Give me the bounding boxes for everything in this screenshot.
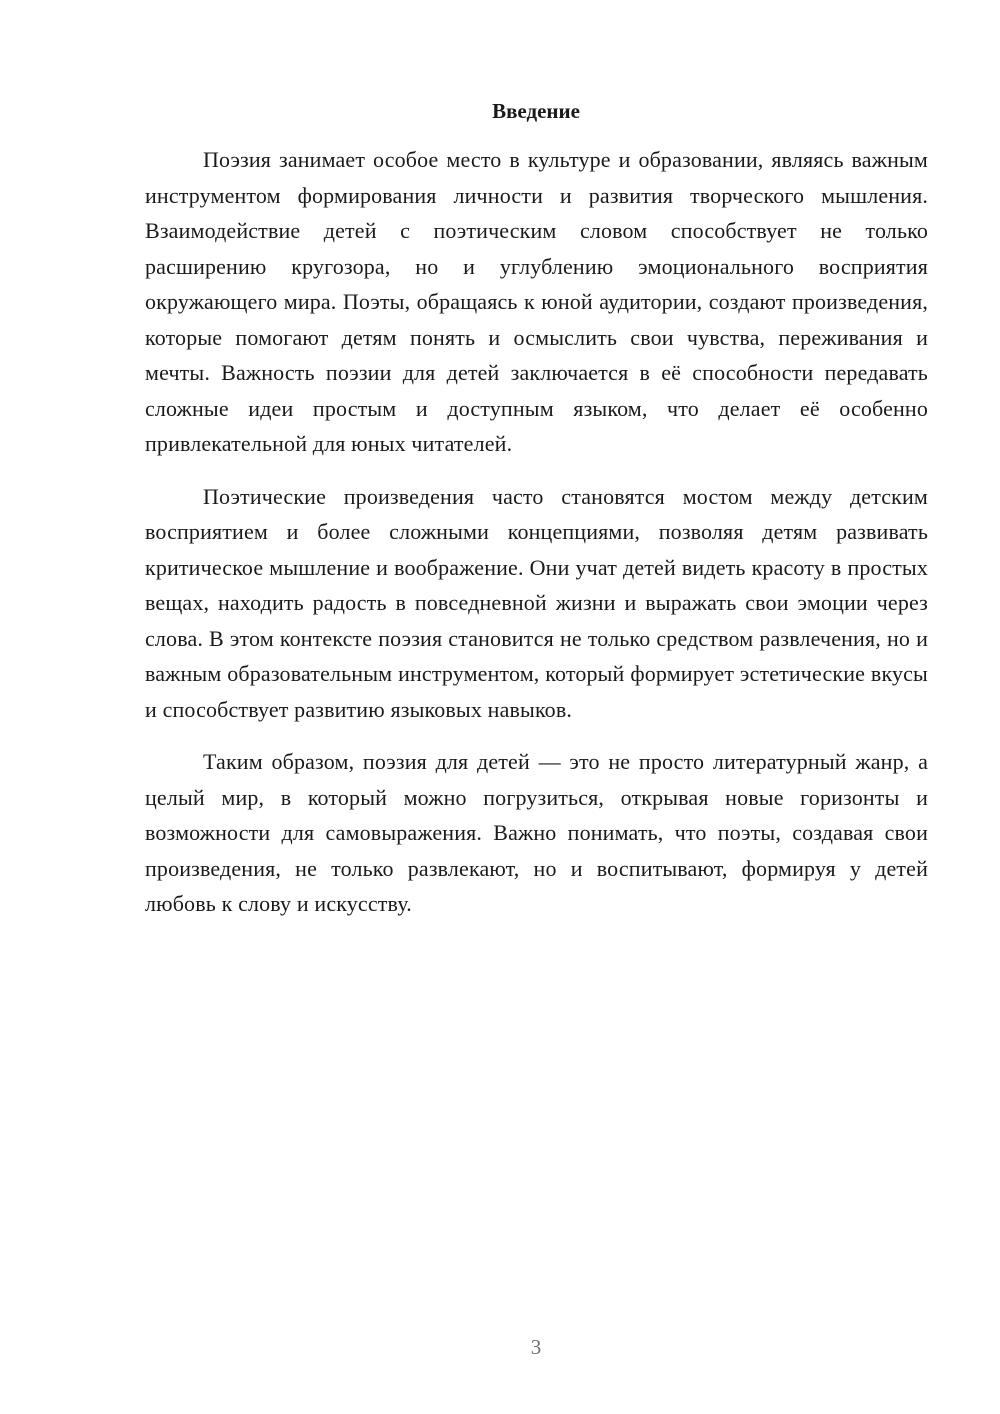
page-number: 3 <box>530 1335 542 1359</box>
paragraph-1: Поэзия занимает особое место в культуре и образовании, являясь важным инструментом формирования личности и развития творческого мышления. Взаимодействие детей с поэтическим словом способствует не только расширению кругозора, но и углублению эмоционального восприятия окружающего мира. Поэты, обращаясь к юной аудитории, создают произведения, которые помогают детям понять и осмыслить свои чувства, переживания и мечты. Важность поэзии для детей заключается в её способности передавать сложные идеи простым и доступным языком, что делает её особенно привлекательной для юных читателей. <box>145 147 928 456</box>
body-text <box>145 142 928 922</box>
paragraph-2: Поэтические произведения часто становятся мостом между детским восприятием и более сложными концепциями, позволяя детям развивать критическое мышление и воображение. Они учат детей видеть красоту в простых вещах, находить радость в повседневной жизни и выражать свои эмоции через слова. В этом контексте поэзия становится не только средством развлечения, но и важным образовательным инструментом, который формирует эстетические вкусы и способствует развитию языковых навыков. <box>145 483 928 722</box>
section-heading: Введение <box>492 99 580 123</box>
paragraph-3: Таким образом, поэзия для детей — это не просто литературный жанр, а целый мир, в который можно погрузиться, открывая новые горизонты и возможности для самовыражения. Важно понимать, что поэты, создавая свои произведения, не только развлекают, но и воспитывают, формируя у детей любовь к слову и искусству. <box>145 749 928 916</box>
